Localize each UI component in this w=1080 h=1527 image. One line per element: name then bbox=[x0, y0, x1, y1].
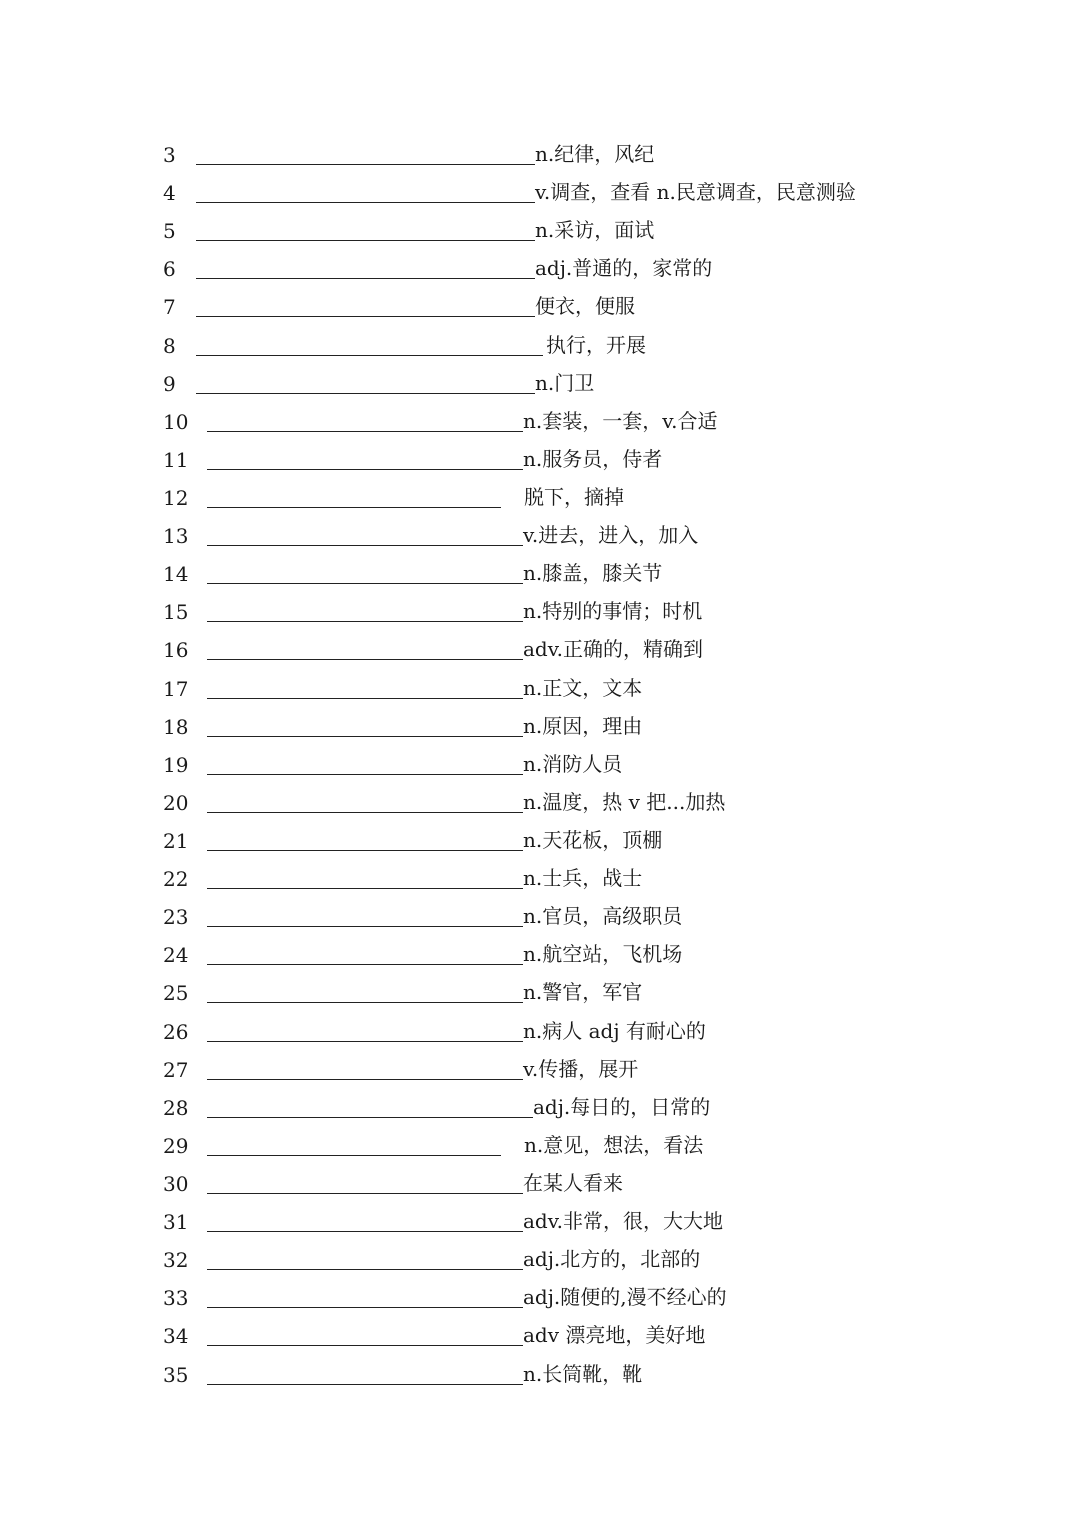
item-definition: n.意见，想法，看法 bbox=[524, 1132, 704, 1157]
item-definition: n.特别的事情；时机 bbox=[523, 599, 703, 624]
item-definition: adj.北方的，北部的 bbox=[523, 1247, 701, 1272]
answer-blank[interactable] bbox=[196, 240, 535, 241]
answer-blank[interactable] bbox=[196, 393, 535, 394]
vocabulary-row bbox=[0, 327, 1080, 365]
item-definition: adj.每日的，日常的 bbox=[533, 1094, 711, 1119]
item-definition: v.进去，进入，加入 bbox=[523, 523, 699, 548]
vocabulary-row bbox=[0, 1203, 1080, 1241]
item-number: 3 bbox=[163, 143, 176, 167]
vocabulary-row bbox=[0, 555, 1080, 593]
item-number: 10 bbox=[163, 409, 189, 434]
item-definition: n.病人 adj 有耐心的 bbox=[523, 1018, 706, 1043]
item-definition: adj.随便的,漫不经心的 bbox=[523, 1285, 727, 1310]
item-number: 32 bbox=[163, 1248, 189, 1273]
vocabulary-row bbox=[0, 517, 1080, 555]
item-number: 4 bbox=[163, 181, 176, 206]
vocabulary-row bbox=[0, 174, 1080, 212]
vocabulary-row bbox=[0, 1051, 1080, 1089]
answer-blank[interactable] bbox=[207, 964, 523, 965]
item-definition: n.温度，热 v 把...加热 bbox=[523, 789, 726, 814]
vocabulary-row bbox=[0, 670, 1080, 708]
item-number: 24 bbox=[163, 943, 189, 968]
vocabulary-row bbox=[0, 1317, 1080, 1355]
item-definition: n.套装，一套，v.合适 bbox=[523, 408, 718, 433]
answer-blank[interactable] bbox=[207, 774, 523, 775]
vocabulary-row bbox=[0, 479, 1080, 517]
item-number: 16 bbox=[163, 638, 189, 663]
item-number: 29 bbox=[163, 1133, 189, 1158]
item-number: 7 bbox=[163, 295, 176, 320]
answer-blank[interactable] bbox=[207, 583, 523, 584]
item-number: 31 bbox=[163, 1210, 189, 1235]
vocabulary-row bbox=[0, 822, 1080, 860]
answer-blank[interactable] bbox=[207, 1193, 523, 1194]
answer-blank[interactable] bbox=[207, 1041, 523, 1042]
vocabulary-row bbox=[0, 631, 1080, 669]
item-definition: 在某人看来 bbox=[523, 1170, 623, 1195]
item-definition: n.长筒靴，靴 bbox=[523, 1361, 643, 1386]
vocabulary-row bbox=[0, 288, 1080, 326]
item-number: 12 bbox=[163, 485, 189, 510]
vocabulary-row bbox=[0, 784, 1080, 822]
answer-blank[interactable] bbox=[207, 926, 523, 927]
vocabulary-row bbox=[0, 250, 1080, 288]
item-number: 35 bbox=[163, 1362, 189, 1387]
answer-blank[interactable] bbox=[207, 621, 523, 622]
vocabulary-row bbox=[0, 974, 1080, 1012]
answer-blank[interactable] bbox=[207, 1384, 523, 1385]
vocabulary-row bbox=[0, 746, 1080, 784]
item-number: 27 bbox=[163, 1057, 189, 1082]
answer-blank[interactable] bbox=[207, 1345, 523, 1346]
item-definition: n.原因，理由 bbox=[523, 713, 643, 738]
answer-blank[interactable] bbox=[196, 355, 543, 356]
vocabulary-row bbox=[0, 1089, 1080, 1127]
vocabulary-row bbox=[0, 1279, 1080, 1317]
item-number: 23 bbox=[163, 905, 189, 930]
item-number: 20 bbox=[163, 790, 189, 815]
vocabulary-row bbox=[0, 212, 1080, 250]
vocabulary-worksheet bbox=[0, 136, 1080, 1394]
item-number: 8 bbox=[163, 333, 176, 358]
vocabulary-row bbox=[0, 708, 1080, 746]
item-definition: n.警官，军官 bbox=[523, 980, 643, 1005]
answer-blank[interactable] bbox=[207, 1155, 501, 1156]
item-number: 34 bbox=[163, 1324, 189, 1349]
answer-blank[interactable] bbox=[207, 1117, 533, 1118]
vocabulary-row bbox=[0, 403, 1080, 441]
item-definition: 脱下，摘掉 bbox=[524, 484, 624, 509]
item-definition: v.传播，展开 bbox=[523, 1056, 639, 1081]
item-number: 9 bbox=[163, 371, 176, 396]
vocabulary-row bbox=[0, 936, 1080, 974]
answer-blank[interactable] bbox=[207, 1002, 523, 1003]
answer-blank[interactable] bbox=[207, 698, 523, 699]
answer-blank[interactable] bbox=[207, 659, 523, 660]
item-number: 22 bbox=[163, 867, 189, 892]
item-number: 19 bbox=[163, 752, 189, 777]
vocabulary-row bbox=[0, 1127, 1080, 1165]
item-definition: n.服务员，侍者 bbox=[523, 446, 663, 471]
item-number: 14 bbox=[163, 562, 189, 587]
item-definition: n.门卫 bbox=[535, 370, 595, 395]
item-definition: n.航空站，飞机场 bbox=[523, 942, 683, 967]
item-definition: n.官员，高级职员 bbox=[523, 904, 683, 929]
item-number: 28 bbox=[163, 1095, 189, 1120]
answer-blank[interactable] bbox=[196, 316, 535, 317]
answer-blank[interactable] bbox=[207, 888, 523, 889]
item-definition: n.膝盖，膝关节 bbox=[523, 561, 663, 586]
answer-blank[interactable] bbox=[207, 507, 501, 508]
vocabulary-row bbox=[0, 1356, 1080, 1394]
item-number: 15 bbox=[163, 600, 189, 625]
vocabulary-row bbox=[0, 365, 1080, 403]
vocabulary-row bbox=[0, 898, 1080, 936]
item-number: 17 bbox=[163, 676, 189, 701]
item-number: 5 bbox=[163, 219, 176, 244]
answer-blank[interactable] bbox=[207, 1307, 523, 1308]
answer-blank[interactable] bbox=[196, 164, 535, 165]
item-definition: n.士兵，战士 bbox=[523, 866, 643, 891]
answer-blank[interactable] bbox=[207, 1231, 523, 1232]
item-definition: n.采访，面试 bbox=[535, 218, 655, 243]
vocabulary-row bbox=[0, 1241, 1080, 1279]
item-number: 13 bbox=[163, 524, 189, 549]
item-definition: n.纪律，风纪 bbox=[535, 142, 655, 166]
item-number: 11 bbox=[163, 447, 189, 472]
item-number: 6 bbox=[163, 257, 176, 282]
vocabulary-row bbox=[0, 136, 1080, 174]
item-number: 21 bbox=[163, 828, 189, 853]
item-definition: adv.非常，很，大大地 bbox=[523, 1209, 724, 1234]
answer-blank[interactable] bbox=[207, 431, 523, 432]
answer-blank[interactable] bbox=[207, 1269, 523, 1270]
answer-blank[interactable] bbox=[207, 1079, 523, 1080]
answer-blank[interactable] bbox=[207, 850, 523, 851]
vocabulary-row bbox=[0, 860, 1080, 898]
item-definition: 执行，开展 bbox=[546, 332, 646, 357]
item-definition: adv.正确的，精确到 bbox=[523, 637, 704, 662]
answer-blank[interactable] bbox=[196, 278, 535, 279]
vocabulary-row bbox=[0, 1013, 1080, 1051]
item-number: 30 bbox=[163, 1171, 189, 1196]
item-number: 26 bbox=[163, 1019, 189, 1044]
item-definition: adj.普通的，家常的 bbox=[535, 256, 713, 281]
item-definition: n.消防人员 bbox=[523, 751, 623, 776]
item-definition: adv 漂亮地，美好地 bbox=[523, 1323, 706, 1348]
item-definition: v.调查，查看 n.民意调查，民意测验 bbox=[535, 180, 856, 205]
vocabulary-list bbox=[0, 136, 1080, 1394]
item-definition: n.正文，文本 bbox=[523, 675, 643, 700]
item-number: 33 bbox=[163, 1286, 189, 1311]
item-definition: 便衣，便服 bbox=[535, 294, 635, 319]
answer-blank[interactable] bbox=[196, 202, 535, 203]
answer-blank[interactable] bbox=[207, 812, 523, 813]
item-number: 25 bbox=[163, 981, 189, 1006]
vocabulary-row bbox=[0, 441, 1080, 479]
vocabulary-row bbox=[0, 593, 1080, 631]
item-definition: n.天花板，顶棚 bbox=[523, 827, 663, 852]
answer-blank[interactable] bbox=[207, 469, 523, 470]
vocabulary-row bbox=[0, 1165, 1080, 1203]
answer-blank[interactable] bbox=[207, 545, 523, 546]
item-number: 18 bbox=[163, 714, 189, 739]
answer-blank[interactable] bbox=[207, 736, 523, 737]
